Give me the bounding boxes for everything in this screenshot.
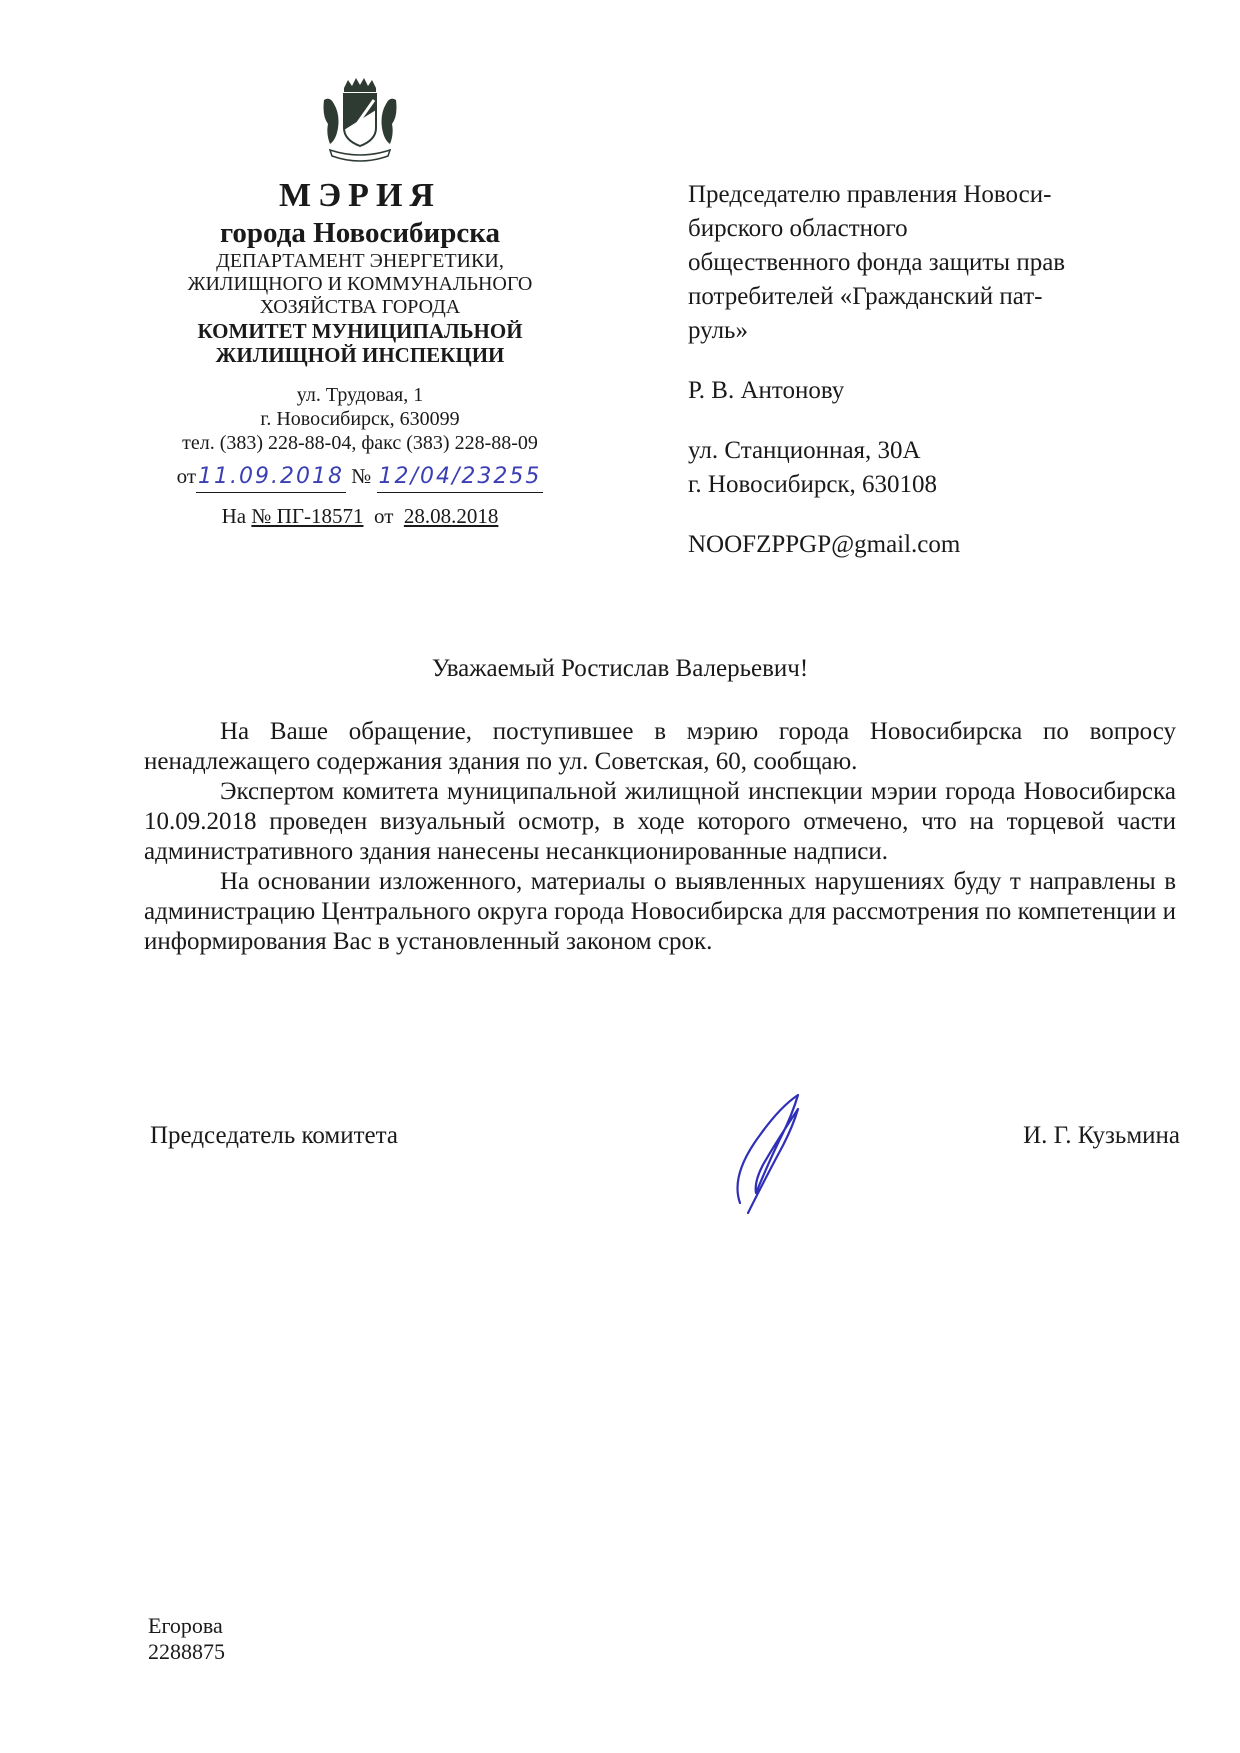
sender-address bbox=[140, 383, 580, 455]
sender-street: ул. Трудовая, 1 bbox=[296, 384, 424, 406]
novosibirsk-coat-of-arms-icon bbox=[310, 70, 410, 170]
body-paragraph: На Ваше обращение, поступившее в мэрию города Новосибирска по вопросу ненадлежащего содержания здания по ул. Советская, 60, сообщаю. bbox=[144, 718, 1176, 775]
position-line: руль» bbox=[688, 317, 748, 344]
salutation: Уважаемый Ростислав Валерьевич! bbox=[431, 655, 809, 682]
position-line: бирского областного bbox=[688, 215, 908, 242]
letterhead-city: города Новосибирска bbox=[219, 217, 501, 249]
department-line: ХОЗЯЙСТВА ГОРОДА bbox=[259, 296, 461, 318]
body-paragraph: Экспертом комитета муниципальной жилищной инспекции мэрии города Новосибирска 10.09.2018 проведен визуальный осмотр, в ходе которого отмечено, что на торцевой части административного здания нанесены несанкционированные надписи. bbox=[144, 778, 1176, 865]
addressee-name: Р. В. Антонову bbox=[688, 377, 845, 404]
reply-reference bbox=[140, 501, 580, 531]
signatory-name: И. Г. Кузьмина bbox=[1023, 1122, 1180, 1149]
sender-city: г. Новосибирск, 630099 bbox=[260, 408, 460, 430]
number-label: № bbox=[351, 464, 372, 488]
addressee-street: ул. Станционная, 30А bbox=[688, 437, 921, 464]
reply-date: 28.08.2018 bbox=[403, 504, 499, 528]
position-line: общественного фонда защиты прав bbox=[688, 249, 1066, 276]
addressee-email[interactable]: NOOFZPPGP@gmail.com bbox=[688, 531, 961, 558]
signatory-title: Председатель комитета bbox=[150, 1122, 398, 1149]
committee-line: ЖИЛИЩНОЙ ИНСПЕКЦИИ bbox=[215, 343, 505, 367]
reply-number: № ПГ-18571 bbox=[251, 504, 364, 528]
executor-info bbox=[148, 1613, 225, 1665]
addressee-block bbox=[688, 178, 1148, 562]
letter-body bbox=[144, 717, 1176, 957]
executor-name: Егорова bbox=[148, 1613, 223, 1638]
committee-line: КОМИТЕТ МУНИЦИПАЛЬНОЙ bbox=[197, 319, 523, 343]
department-line: ЖИЛИЩНОГО И КОММУНАЛЬНОГО bbox=[187, 273, 533, 295]
position-line: Председателю правления Новоси- bbox=[688, 181, 1052, 208]
reply-prefix: На bbox=[221, 504, 247, 528]
outgoing-reference bbox=[140, 461, 580, 493]
handwritten-signature-icon bbox=[720, 1085, 830, 1215]
reply-from-label: от bbox=[373, 504, 394, 528]
addressee-address bbox=[688, 434, 1148, 502]
letterhead bbox=[140, 40, 580, 531]
sender-phone-fax: тел. (383) 228-88-04, факс (383) 228-88-09 bbox=[182, 432, 538, 454]
outgoing-date: 11.09.2018 bbox=[196, 462, 346, 493]
position-line: потребителей «Гражданский пат- bbox=[688, 283, 1043, 310]
department-line: ДЕПАРТАМЕНТ ЭНЕРГЕТИКИ, bbox=[216, 250, 504, 272]
addressee-city: г. Новосибирск, 630108 bbox=[688, 471, 938, 498]
from-label: от bbox=[176, 464, 197, 488]
body-paragraph: На основании изложенного, материалы о выявленных нарушениях буду т направлены в администрацию Центрального округа города Новосибирска для рассмотрения по компетенции и информирования Вас в установленный законом срок. bbox=[144, 868, 1176, 955]
outgoing-number: 12/04/23255 bbox=[377, 462, 544, 493]
letterhead-title: МЭРИЯ bbox=[279, 177, 441, 214]
executor-phone: 2288875 bbox=[148, 1639, 225, 1664]
addressee-position bbox=[688, 178, 1148, 348]
